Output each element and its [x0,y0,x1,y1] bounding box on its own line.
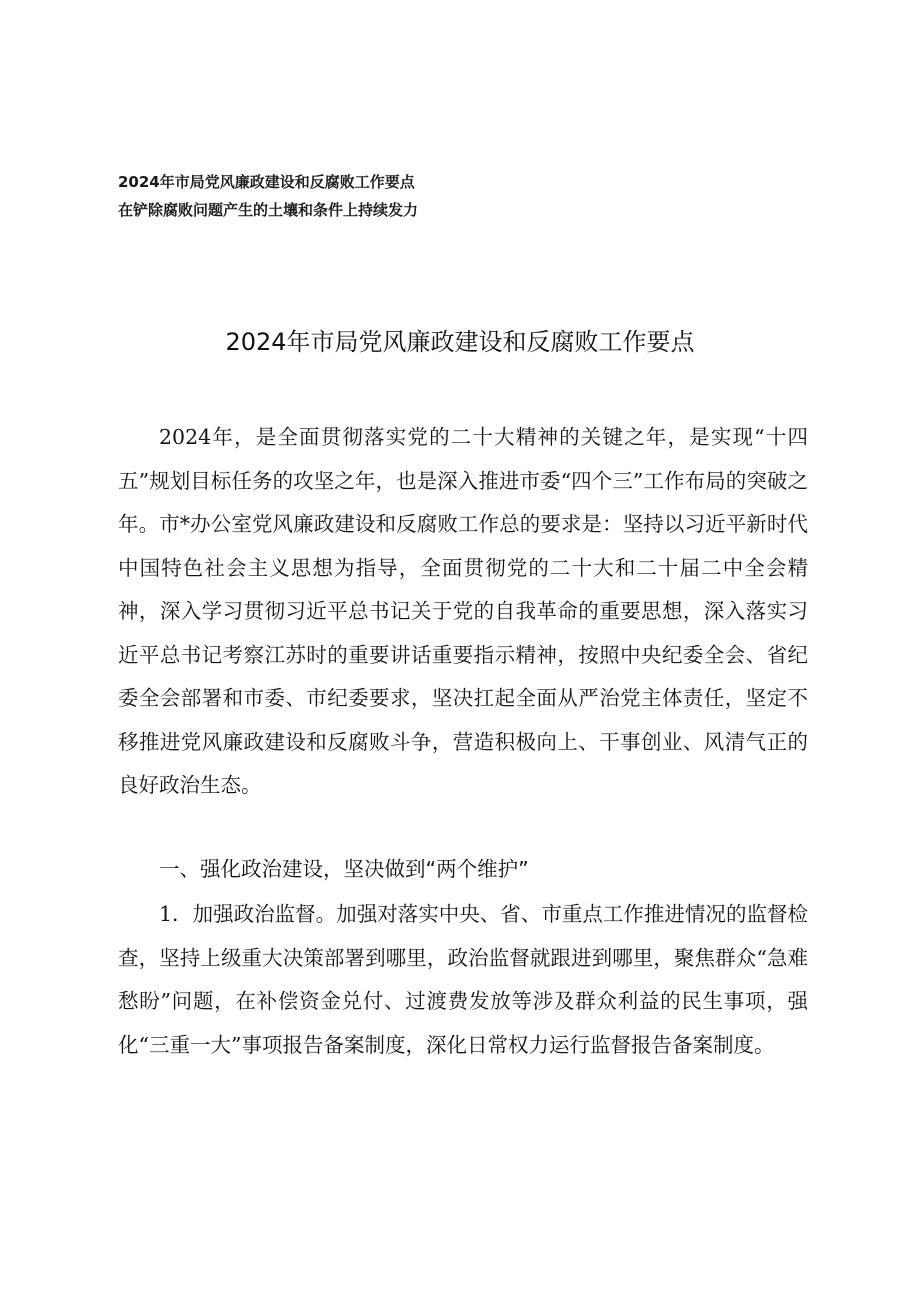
document-title: 2024年市局党风廉政建设和反腐败工作要点 [225,328,695,356]
paragraph-political-supervision: 1．加强政治监督。加强对落实中央、省、市重点工作推进情况的监督检查，坚持上级重大决策部署到哪里，政治监督就跟进到哪里，聚焦群众“急难愁盼”问题，在补偿资金兑付、过渡费发放等涉及群众利益的民生事项，强化“三重一大”事项报告备案制度，深化日常权力运行监督报告备案制度。 [118,902,808,1057]
intro-paragraph: 2024年，是全面贯彻落实党的二十大精神的关键之年，是实现“十四五”规划目标任务的攻坚之年，也是深入推进市委“四个三”工作布局的突破之年。市*办公室党风廉政建设和反腐败工作总的要求是：坚持以习近平新时代中国特色社会主义思想为指导，全面贯彻党的二十大和二十届二中全会精神，深入学习贯彻习近平总书记关于党的自我革命的重要思想，深入落实习近平总书记考察江苏时的重要讲话重要指示精神，按照中央纪委全会、省纪委全会部署和市委、市纪委要求，坚决扛起全面从严治党主体责任，坚定不移推进党风廉政建设和反腐败斗争，营造积极向上、干事创业、风清气正的良好政治生态。 [118,425,808,797]
toc-item-anti-corruption-soil: 在铲除腐败问题产生的土壤和条件上持续发力 [118,201,419,219]
toc-item-work-points: 2024年市局党风廉政建设和反腐败工作要点 [118,173,415,191]
section-heading-political-construction: 一、强化政治建设，坚决做到“两个维护” [159,857,529,881]
